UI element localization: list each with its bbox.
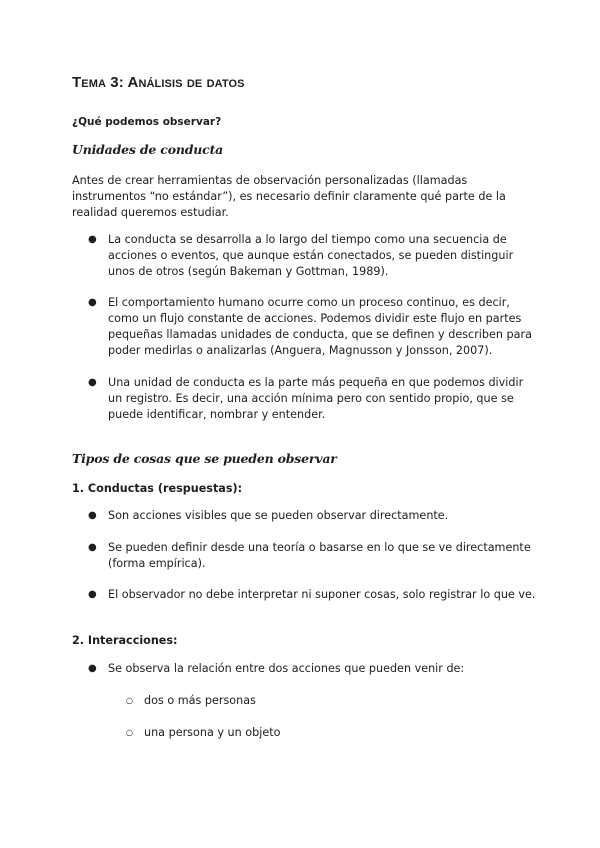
question-heading: ¿Qué podemos observar? <box>72 116 222 128</box>
hollow-bullet-icon: ○ <box>126 696 133 705</box>
subsection-title-conductas: 1. Conductas (respuestas): <box>72 482 243 495</box>
list-item-text: La conducta se desarrolla a lo largo del tiempo como una secuencia de acciones o eventos, que aunque están conectados, se pueden distinguir unos de otros (según Bakeman y Gottman, 1989). <box>108 233 514 278</box>
list-item <box>88 232 538 280</box>
subsection-title-interacciones: 2. Interacciones: <box>72 634 178 647</box>
section-heading-tipos: Tipos de cosas que se pueden observar <box>72 451 337 466</box>
page-title: Tema 3: Análisis de datos <box>72 74 245 91</box>
bullet-icon: ● <box>88 510 97 521</box>
sub-list-item <box>126 693 256 709</box>
list-item <box>88 375 538 423</box>
bullet-icon: ● <box>88 542 97 553</box>
list-item <box>88 587 538 603</box>
sub-list-item-text: una persona y un objeto <box>144 726 281 739</box>
list-item-text: Se observa la relación entre dos acciones que pueden venir de: <box>108 662 465 675</box>
bullet-icon: ● <box>88 377 97 388</box>
sub-list-item-text: dos o más personas <box>144 694 256 707</box>
list-item <box>88 295 538 359</box>
list-item-text: Se pueden definir desde una teoría o basarse en lo que se ve directamente (forma empírica). <box>108 541 531 570</box>
list-item <box>88 508 538 524</box>
bullet-icon: ● <box>88 663 97 674</box>
section-heading-unidades: Unidades de conducta <box>72 142 224 157</box>
list-item-text: Una unidad de conducta es la parte más pequeña en que podemos dividir un registro. Es decir, una acción mínima pero con sentido propio, que se puede identificar, nombrar y entender. <box>108 376 524 421</box>
bullet-icon: ● <box>88 234 97 245</box>
sub-list-item <box>126 725 280 741</box>
list-item-text: El observador no debe interpretar ni suponer cosas, solo registrar lo que ve. <box>108 588 536 601</box>
bullet-icon: ● <box>88 297 97 308</box>
list-item-text: El comportamiento humano ocurre como un proceso continuo, es decir, como un flujo constante de acciones. Podemos dividir este flujo en partes pequeñas llamadas unidades de conducta, que se definen y describen para poder medirlas o analizarlas (Anguera, Magnusson y Jonsson, 2007). <box>108 296 532 357</box>
hollow-bullet-icon: ○ <box>126 728 133 737</box>
list-item-text: Son acciones visibles que se pueden observar directamente. <box>108 509 449 522</box>
bullet-icon: ● <box>88 589 97 600</box>
list-item <box>88 540 538 572</box>
list-item <box>88 661 538 677</box>
intro-paragraph: Antes de crear herramientas de observación personalizadas (llamadas instrumentos “no estándar”), es necesario definir claramente qué parte de la realidad queremos estudiar. <box>72 174 506 219</box>
